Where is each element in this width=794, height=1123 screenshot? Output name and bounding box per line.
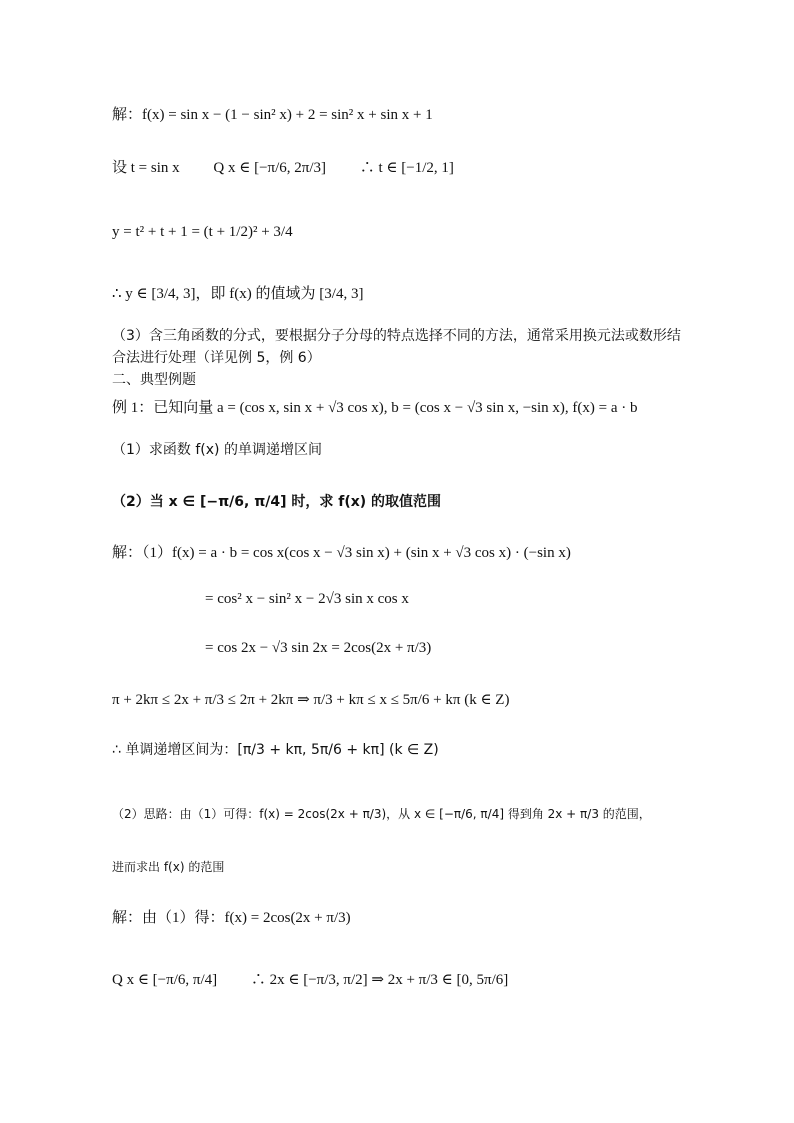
range-result-line: ∴ y ∈ [3/4, 3]，即 f(x) 的值域为 [3/4, 3]: [112, 286, 364, 302]
solution-2-line-1: 解：由（1）得：f(x) = 2cos(2x + π/3): [112, 910, 351, 926]
example-1-statement: 例 1：已知向量 a = (cos x, sin x + √3 cos x), b = (cos x − √3 sin x, −sin x), f(x) = a · b: [112, 400, 638, 416]
inequality-line: π + 2kπ ≤ 2x + π/3 ≤ 2π + 2kπ ⇒ π/3 + kπ ≤ x ≤ 5π/6 + kπ (k ∈ Z): [112, 692, 510, 708]
solution-1-line-3: = cos 2x − √3 sin 2x = 2cos(2x + π/3): [205, 640, 432, 656]
solution-2-line-2: Q x ∈ [−π/6, π/4] ∴ 2x ∈ [−π/3, π/2] ⇒ 2x + π/3 ∈ [0, 5π/6]: [112, 972, 509, 988]
section-heading: 二、典型例题: [112, 372, 196, 388]
quadratic-line: y = t² + t + 1 = (t + 1/2)² + 3/4: [112, 224, 293, 240]
method-note-line-1: （3）含三角函数的分式，要根据分子分母的特点选择不同的方法，通常采用换元法或数形结: [112, 328, 681, 344]
substitution-line: 设 t = sin x Q x ∈ [−π/6, 2π/3] ∴ t ∈ [−1/2, 1]: [112, 160, 454, 176]
hint-line-1: （2）思路：由（1）可得：f(x) = 2cos(2x + π/3)，从 x ∈ [−π/6, π/4] 得到角 2x + π/3 的范围，: [112, 807, 651, 821]
question-2: （2）当 x ∈ [−π/6, π/4] 时，求 f(x) 的取值范围: [112, 494, 442, 510]
solution-1-line-2: = cos² x − sin² x − 2√3 sin x cos x: [205, 591, 409, 607]
question-1: （1）求函数 f(x) 的单调递增区间: [112, 442, 322, 458]
increasing-interval-line: ∴ 单调递增区间为：[π/3 + kπ, 5π/6 + kπ] (k ∈ Z): [112, 742, 439, 758]
solution-line-1: 解：f(x) = sin x − (1 − sin² x) + 2 = sin² x + sin x + 1: [112, 107, 433, 123]
solution-1-line-1: 解：（1）f(x) = a · b = cos x(cos x − √3 sin x) + (sin x + √3 cos x) · (−sin x): [112, 545, 571, 561]
method-note-line-2: 合法进行处理（详见例 5，例 6）: [112, 350, 321, 366]
hint-line-2: 进而求出 f(x) 的范围: [112, 860, 225, 874]
